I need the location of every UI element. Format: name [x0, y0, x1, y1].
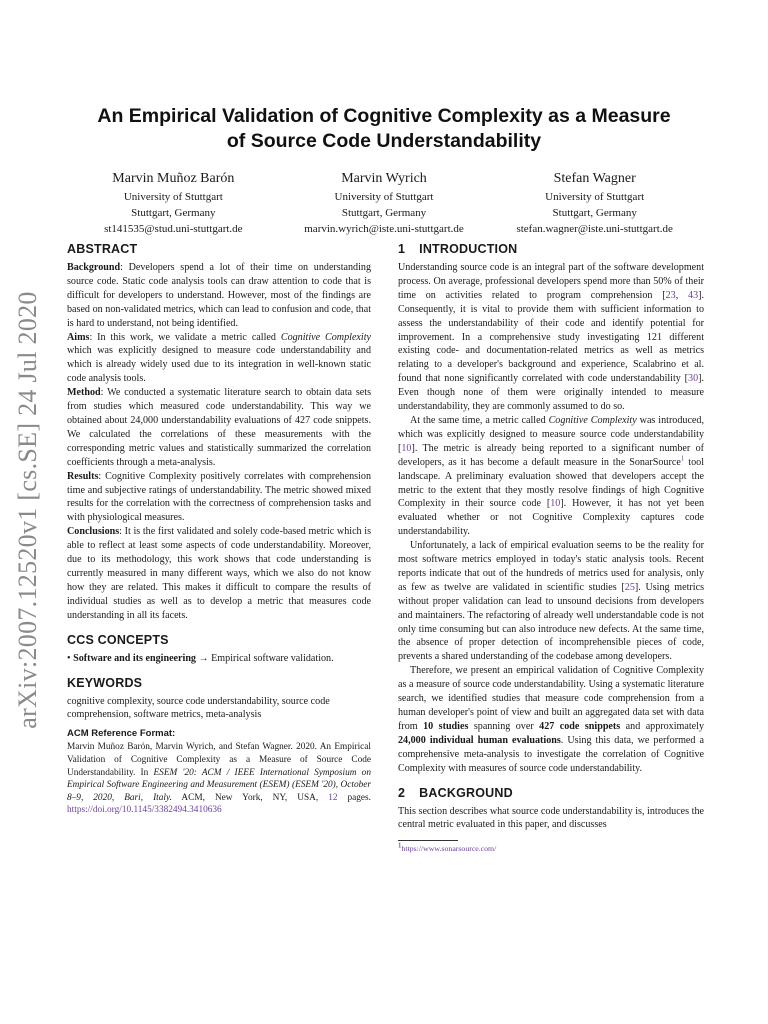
citation-link[interactable]: 10 [401, 442, 412, 454]
author-email: marvin.wyrich@iste.uni-stuttgart.de [304, 223, 464, 235]
author-affiliation: University of Stuttgart [123, 191, 223, 203]
citation-link[interactable]: 23 [665, 289, 676, 301]
author-name: Marvin Muñoz Barón [112, 171, 235, 186]
ccs-bullet: • [67, 652, 71, 664]
bold-run: 427 code snippets [539, 720, 621, 732]
abstract-method [67, 386, 371, 469]
background-text: : Developers spend a lot of their time on understanding source code. Static code analysis tools can draw attention to code that is difficult for developers to understand. However, most of the findings are based on non-validated metrics, which can lead to confusion and code, that is hard to understand, not being identified. [67, 262, 371, 329]
background-paragraph: This section describes what source code understandability is, introduces the central metric evaluated in this paper, and discusses [398, 805, 704, 831]
intro-paragraph-2 [398, 414, 704, 539]
footnote [398, 841, 704, 854]
citation-link[interactable]: 25 [624, 581, 635, 593]
title-line-2: of Source Code Understandability [226, 130, 542, 152]
text-run: spanning over [468, 720, 540, 732]
intro-paragraph-4 [398, 664, 704, 775]
ccs-item-rest: Empirical software validation. [211, 652, 334, 664]
text-run: , [675, 289, 689, 301]
arxiv-stamp [8, 290, 48, 730]
bold-run: 24,000 individual human evaluations [398, 734, 561, 746]
text-run: ]. Consequently, it is vital to provide them with sufficient information to assess the understandability of their code and identify potential for improvement. In a comprehensive study investigating 121 different existing code- and documentation-related metrics as well as metrics relating to a developer's background and experience, Scalabrino et al. found that none significantly correlated with code understandability [ [398, 289, 704, 385]
results-label: Results [67, 470, 99, 482]
abstract-results [67, 470, 371, 526]
keywords-text: cognitive complexity, source code understandability, source code comprehension, software metrics, meta-analysis [67, 695, 330, 721]
left-column [67, 242, 371, 817]
acm-ref-part-1: Marvin Muñoz Barón, Marvin Wyrich, and Stefan Wagner. 2020. An Empirical Validation of Cognitive Complexity as a Measure of Source Code Understandability. In [67, 742, 371, 778]
acm-ref-venue: ESEM '20: ACM / IEEE International Symposium on Empirical Software Engineering and Measurement (ESEM) (ESEM '20), October 8–9, 2020, Bari, Italy. [67, 767, 371, 803]
background-title: BACKGROUND [419, 785, 513, 800]
intro-number: 1 [398, 242, 406, 256]
ccs-heading: CCS CONCEPTS [67, 632, 169, 647]
author-location: Stuttgart, Germany [552, 207, 637, 219]
aims-label: Aims [67, 331, 90, 343]
doi-link[interactable]: https://doi.org/10.1145/3382494.3410636 [67, 805, 222, 816]
author-location: Stuttgart, Germany [131, 207, 216, 219]
author-block [68, 170, 700, 237]
background-heading [398, 786, 704, 800]
footnote-divider [398, 840, 458, 841]
text-run: . Using this data, we performed a comprehensive meta-analysis to investigate the correlation of Cognitive Complexity with measures of source code understandability. [398, 734, 704, 774]
author-email: stefan.wagner@iste.uni-stuttgart.de [516, 223, 673, 235]
arrow-icon: → [198, 652, 209, 664]
text-run: tool landscape. A preliminary evaluation showed that developers accept the metric to the extent that they mostly resolve findings of high Cognitive Complexity in their source code [ [398, 456, 704, 510]
text-run: Therefore, we present an empirical validation of Cognitive Complexity as a measure of source code understandability. Using a systematic literature search, we identified studies that measure code comprehension from a human developer's point of view and built an aggregated data set with data from [398, 665, 704, 732]
acm-ref-part-3: pages. [337, 792, 371, 803]
bold-run: 10 studies [423, 720, 469, 732]
acm-ref-part-2: ACM, New York, NY, USA, [171, 792, 329, 803]
citation-link[interactable]: 30 [688, 373, 699, 385]
acm-ref-text [67, 741, 371, 817]
results-text: : Cognitive Complexity positively correlates with comprehension time and subjective ratings of understandability. The metric showed mixed results for the correlation with the correctness of comprehension tasks and with physiological measures. [67, 470, 371, 524]
background-number: 2 [398, 785, 406, 800]
text-run: was introduced, which was explicitly designed to measure source code understandability [ [398, 414, 704, 454]
text-run: Understanding source code is an integral part of the software development process. On average, professional developers spend more than 50% of their time on activities related to program comprehension [ [398, 262, 704, 301]
author-2 [279, 170, 490, 237]
intro-heading [398, 242, 704, 256]
keywords-heading: KEYWORDS [67, 675, 143, 690]
citation-link[interactable]: 10 [550, 498, 561, 510]
footnote-mark: 1 [398, 841, 402, 850]
text-run: At the same time, a metric called [410, 414, 549, 426]
method-label: Method [67, 387, 101, 399]
author-name: Marvin Wyrich [341, 171, 427, 186]
footnote-marker[interactable]: 1 [680, 454, 685, 463]
method-text: : We conducted a systematic literature search to obtain data sets from studies which measured code understandability. This way we obtained about 24,000 understandability evaluations of 427 code snippets. We calculated the correlations of these measurements with the corresponding metric values and statistically summarized the correlation coefficients through a meta-analysis. [67, 387, 371, 468]
author-3 [489, 170, 700, 237]
author-affiliation: University of Stuttgart [334, 191, 434, 203]
abstract-aims [67, 331, 371, 387]
text-run: and approximately [620, 720, 705, 732]
aims-emphasis: Cognitive Complexity [280, 331, 371, 343]
footnote-link[interactable]: https://www.sonarsource.com/ [401, 844, 497, 854]
aims-text-2: which was explicitly designed to measure code understandability and which is already widely used due to its integration in well-known static code analysis tools. [67, 345, 371, 385]
abstract-conclusions [67, 525, 371, 622]
ccs-item [67, 652, 371, 666]
acm-ref-heading: ACM Reference Format: [67, 728, 176, 740]
text-run: ]. Even though none of them were originally intended to measure understandability, they are commonly assumed to do so. [398, 373, 704, 413]
text-run: Unfortunately, a lack of empirical evaluation seems to be the reality for most software metrics employed in today's static analysis tools. Recent reports indicate that out of the hundreds of metrics used for analysis, only as few as twelve are validated in scientific studies [ [398, 540, 704, 593]
aims-text: : In this work, we validate a metric called [89, 331, 281, 343]
paper-title [60, 104, 708, 154]
conclusions-text: : It is the first validated and solely code-based metric which is able to reflect at least some aspects of code understandability. Moreover, due to its methodology, this work shows that code understanding is currently measured in many different ways, which we also do not know how they are related. This makes it difficult to compare the results of individual studies as well as to develop a metric that measures code understanding in all its facets. [67, 526, 371, 621]
text-run: ]. However, it has not yet been evaluated whether or not Cognitive Complexity captures code understandability. [398, 498, 704, 538]
text-run: ]. Using metrics without proper validation can lead to unsound decisions from developers and maintainers. The refactoring of already well understandable code is not only time consuming but can also introduce new defects. At the same time, the absence of proper detection of incomprehensible pieces of code, prevents a shared understanding of the codebase among developers. [398, 581, 704, 663]
citation-link[interactable]: 43 [688, 289, 699, 301]
author-location: Stuttgart, Germany [341, 207, 427, 219]
background-label: Background [67, 262, 121, 273]
title-line-1: An Empirical Validation of Cognitive Complexity as a Measure [97, 105, 671, 127]
right-column [398, 242, 704, 854]
emphasis: Cognitive Complexity [548, 414, 637, 426]
conclusions-label: Conclusions [67, 526, 120, 538]
author-email: st141535@stud.uni-stuttgart.de [104, 223, 243, 235]
ccs-item-bold: Software and its engineering [73, 652, 196, 664]
intro-title: INTRODUCTION [419, 242, 518, 256]
abstract-heading: ABSTRACT [67, 242, 138, 256]
author-name: Stefan Wagner [553, 171, 636, 186]
acm-ref-pages: 12 [328, 792, 338, 803]
arxiv-stamp-text: arXiv:2007.12520v1 [cs.SE] 24 Jul 2020 [13, 291, 42, 729]
abstract-background [67, 261, 371, 331]
author-1 [68, 170, 279, 237]
intro-paragraph-3 [398, 539, 704, 664]
text-run: ]. The metric is already being reported to a significant number of developers, as it has become a default measure in the SonarSource [398, 442, 704, 468]
intro-paragraph-1 [398, 261, 704, 414]
author-affiliation: University of Stuttgart [545, 191, 645, 203]
